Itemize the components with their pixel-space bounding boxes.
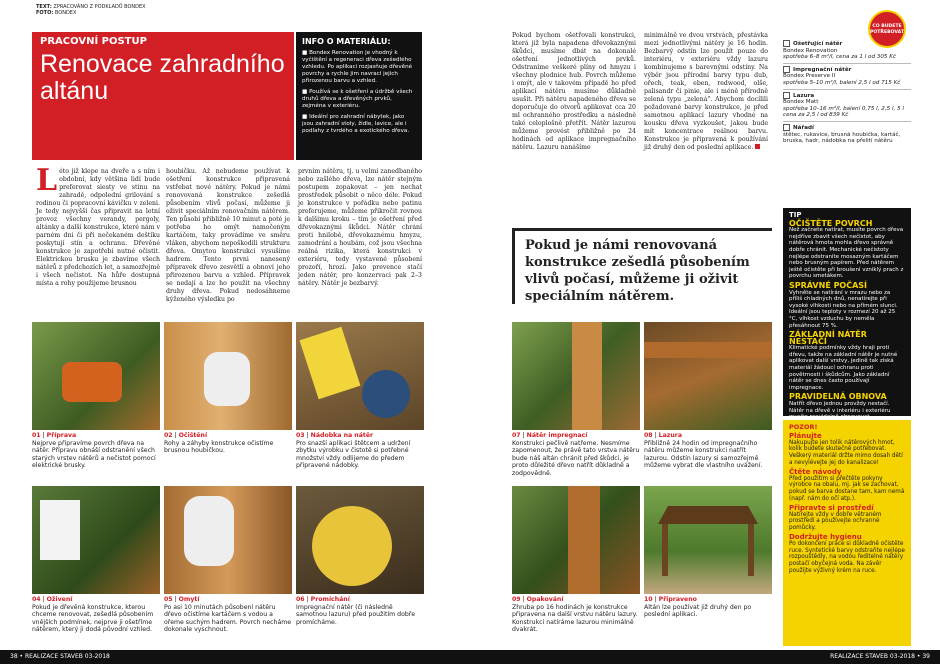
material-item: Nářadí štětec, rukavice, brusná houbička, kartáč, bruska, hadr, nádobka na přelití nátěru	[783, 124, 901, 145]
page-title: Renovace zahradního altánu	[40, 50, 285, 105]
pull-quote: Pokud je námi renovovaná konstrukce zešedlá působením vlivů počasí, můžeme ji oživit speciálním nátěrem.	[512, 228, 772, 304]
body-column: Pokud bychom ošetřovali konstrukci, která již byla napadena dřevokaznými škůdci, musíme dbát na dokonalé ošetření jednotlivých prvků. Odstraníme veškeré plíny od hmyzu i všechny plodnice hub. Povrch můžeme i omýt, ale v takovém případě ho před aplikací nátěru musíme důkladně usušit. Při nátěru napadeného dřeva se doporučuje do otvorů aplikovat cca 20 ml ochranného prostředku a následně také celoplošně přetřít. Nátěr lazurou můžeme provést přibližně po 24 hodinách od aplikace impregnačního nátěru. Lazuru nanášíme	[512, 32, 636, 151]
info-item: ■ Používá se k ošetření a údržbě všech druhů dřeva a dřevěných prvků, zejména v exteriéru.	[302, 89, 413, 109]
section-label: PRACOVNÍ POSTUP	[40, 36, 147, 47]
photo-repeat	[512, 486, 640, 594]
step-caption: 02 | Očištění Rohy a záhyby konstrukce očistíme brusnou houbičkou.	[164, 432, 274, 454]
step-caption: 05 | Omytí Po asi 10 minutách působení nátěru dřevo očistíme kartáčem s vodou a ořeme suchým hadrem. Povrch necháme dokonale vyschnout.	[164, 596, 292, 633]
photo-washing	[164, 486, 292, 594]
body-column: prvním nátěru, tj. u velmi zanedbaného nebo zašlého dřeva, lze nátěr stejným postupem zopakovat – jen nechat prostředek působit o něco déle. Pokud je konstrukce v pořádku nebo patinu preferujeme, můžeme přikročit rovnou k dalšímu kroku – tím je ošetření před dřevokaznými škůdci. Nátěr chrání proti hnilobě, dřevokaznému hmyzu, zamodrání a houbám, což jsou všechna reálná rizika, která konstrukci v exteriéru, tedy vystavené působení prozoří, hrozí. Jako prevence stačí jeden nátěr, pro konzervaci pak 2–3 nátěry. Nátěr je bezbarvý.	[298, 168, 422, 287]
tip-box: TIP OČIŠTĚTE POVRCH Než začnete natírat, musíte povrch dřeva nejdříve zbavit všech nečistot, aby nátěrová hmota mohla dřevo správně dobře chránit. Mechanické nečistoty nejlépe odstraníte mosazným kartáčem nebo brusným papírem. Před nátěrem ještě očistěte při broušení vzniklý prach z povrchu smetákem. SPRÁVNÉ POČASÍ Vyhněte se natírání v mrazu nebo za příliš chladných dnů, nenatírejte při vysoké vlhkosti nebo na přímém slunci. Ideální jsou teploty v rozmezí 20 až 25 °C, vlhkost vzduchu by neměla přesáhnout 75 %. ZÁKLADNÍ NÁTĚR NESTAČÍ Klimatické podmínky vždy hraji proti dřevu, takže na základní nátěr je nutné aplikovat další vrstvy, jedině tak získá materiál žádoucí ochranu proti povětrnosti i škůdcům. Jako základní nátěr se dnes často používají impregnace. PRAVIDELNÁ OBNOVA Natřít dřevo jednou provždy nestačí. Nátěr na dřevě v interiéru i exteriéru musíte pravidelně obnovovat.	[783, 208, 911, 416]
glove-icon	[204, 352, 250, 406]
info-item: ■ Bondex Renovation je vhodný k vyčištění a regeneraci dřeva zešedlého vzhledu. Po aplikaci rozjasňuje dřevěné povrchy a rychle jim navrací jejich přirozenou barvu a vzhled.	[302, 50, 413, 84]
roof-icon	[658, 506, 758, 524]
needed-badge: CO BUDETE POTŘEBOVAT	[868, 10, 906, 48]
material-item: Impregnační nátěr Bondex Preserve II spotřeba 5–10 m²/l, balení 2,5 l od 715 Kč	[783, 64, 911, 90]
footer-right: REALIZACE STAVEB 03-2018 • 39	[470, 650, 940, 664]
bottle-icon	[40, 500, 80, 560]
step-caption: 01 | Příprava Nejprve připravíme povrch dřeva na nátěr. Přípravu obnáší odstranění všech starých vrstev nátěrů a nečistot pomocí elektrické brusky.	[32, 432, 156, 469]
warning-box: POZOR! Plánujte Nakupujte jen tolik nátěrových hmot, kolik budete skutečně potřebovat. Veškerý materiál držte mimo dosah dětí a nevylévejte jej do kanalizace! Čtěte návody Před použitím si přečtěte pokyny výrobce na obalu, mj. jak se zachovat, pokud se barva dostane tam, kam nemá (např. nám do očí atp.). Připravte si prostředí Natírejte vždy v dobře větraném prostředí a používejte ochranné pomůcky. Dodržujte hygienu Po dokončení práce si důkladně očistěte ruce. Syntetické barvy odstraňte nejlépe rozpouštědly, na vodou ředitelné nátěry postačí obyčejná voda. Na závěr použijte výživný krém na ruce.	[783, 420, 911, 646]
can-icon	[299, 327, 360, 400]
materials-list	[783, 38, 911, 147]
step-caption: 07 | Nátěr impregnací Konstrukci pečlivě natřeme. Nesmíme zapomenout, že právě tato vrstva nátěru bude náš altán chránit před škůdci, je proto důležité dřevo natřít důkladně a zodpovědně.	[512, 432, 640, 477]
step-caption: 06 | Promíchání Impregnační nátěr (či následně samotnou lazuru) před použitím dobře promícháme.	[296, 596, 416, 626]
step-caption: 09 | Opakování Zhruba po 16 hodinách je konstrukce připravena na další vrstvu nátěru lazury. Konstrukci natíráme lazurou minimálně dvakrát.	[512, 596, 638, 633]
title-block	[32, 32, 294, 160]
beam-icon	[572, 322, 602, 430]
sander-icon	[62, 362, 122, 402]
step-caption: 10 | Připraveno Altán lze používat již druhý den po poslední aplikaci.	[644, 596, 752, 618]
beam-icon	[568, 486, 600, 594]
step-caption: 08 | Lazura Přibližně 24 hodin od impregnačního nátěru můžeme konstrukci natřít lazurou. Odstín lazury si samozřejmě můžeme vybrat dle vlastního uvážení.	[644, 432, 763, 469]
material-item: Lazura Bondex Matt spotřeba 10–16 m²/l, balení 0,75 l, 2,5 l, 5 l cena za 2,5 l od 839 Kč	[783, 90, 911, 122]
info-title: INFO O MATERIÁLU:	[302, 37, 391, 46]
step-caption: 03 | Nádobka na nátěr Pro snazší aplikaci štětcem a udržení zbytku výrobku v čistotě si potřebné množství vždy odlijeme do předem připravené nádobky.	[296, 432, 411, 469]
info-box	[296, 32, 422, 160]
checkbox-icon	[783, 124, 790, 131]
body-column: minimálně ve dvou vrstvách, přestávka mezi jednotlivými nátěry je 16 hodin. Bezbarvý odstín lze použít pouze do interiéru, v exteriéru vždy lazuru kombinujeme s barevnými odstíny. Na výběr jsou přírodní barvy typu dub, ořech, teak, eben, redwood, olše, palisandr či pinie, ale i méně přírodně zelená typu „zelená". Abychom docílili požadované barvy konstrukce, je před samotnou aplikací lazury vhodné na kousku dřeva vyzkoušet, jakou bude mít koncentrace reálnou barvu. Konstrukce je připravená k používání již druhý den od poslední aplikace.	[644, 32, 768, 151]
can-icon	[312, 506, 392, 586]
body-column: Léto již klepe na dveře a s ním i obdobní, kdy většina lidí bude preferovat siesty ve stínu na zahradě, odpolední grilování s rodinou či popracovní kávičku v zeleni. Je tedy nejvyšší čas připravit na letní provoz všechny verandy, pergoly, altánky a další konstrukce, které nám v parném dni či při nečekaném deštíku poskytují stín a ochranu. Dřevěné konstrukce je zapotřebí nutné očistit. Elektrickou brusku je zbavíme všech nátěrů z předchozích let, a samozřejmě i všech nečistot. Na hůře dostupná místa a rohy použijeme brusnou	[36, 163, 160, 287]
photo-cleaning	[164, 322, 292, 430]
step-caption: 04 | Oživení Pokud je dřevěná konstrukce, kterou chceme renovovat, zešedlá působením vnějších podmínek, nejprve ji ošetříme nátěrem, který ji dodá původní vzhled.	[32, 596, 154, 633]
bowl-icon	[362, 370, 410, 418]
info-item: ■ Ideální pro zahradní nábytek, jako jsou zahradní stoly, židle, lavice, ale i podlahy z tvrdého a exotického dřeva.	[302, 114, 410, 134]
photo-glaze	[644, 322, 772, 430]
footer-left: 38 • REALIZACE STAVEB 03-2018	[0, 650, 470, 664]
body-column: houbičku. Až nebudeme používat k ošetření konstrukce připravená vstřebat nové nátěry. Pokud je námi renovovaná konstrukce zešedlá působením vlivů počasí, můžeme ji oživit speciálním renovačním nátěrem. Ten působí přibližně 10 minut a poté je potřeba ho omýt namočeným kartáčem, taky provádíme ve směru vláken, abychom nepoškodili strukturu dřeva. Omytou konstrukci vysušíme hadrem. Tento prvni nanesený přípravek dřevo zesvětlí a obnoví jeho přirozenou barvu a vzhled. Přípravek se nedají a lze ho použít na všechny druhy dřeva. Pokud nedosáhneme kýženého výsledku po	[166, 168, 290, 303]
drop-cap: L	[36, 163, 58, 198]
beam-icon	[644, 342, 772, 358]
post-icon	[748, 524, 754, 576]
glove-icon	[184, 496, 234, 566]
photo-pouring	[296, 322, 424, 430]
end-mark	[755, 144, 760, 149]
photo-stirring	[296, 486, 424, 594]
photo-reviving	[32, 486, 160, 594]
checkbox-icon	[783, 66, 790, 73]
photo-finished	[644, 486, 772, 594]
photo-sanding	[32, 322, 160, 430]
photo-impregnation	[512, 322, 640, 430]
material-item: Ošetřující nátěr Bondex Renovation spotřeba 6–8 m²/l, cena za 1 l od 305 Kč	[783, 38, 911, 64]
credits: TEXT: ZPRACOVÁNO Z PODKLADŮ BONDEX FOTO: BONDEX	[36, 4, 146, 16]
checkbox-icon	[783, 92, 790, 99]
post-icon	[662, 524, 668, 576]
checkbox-icon	[783, 40, 790, 47]
